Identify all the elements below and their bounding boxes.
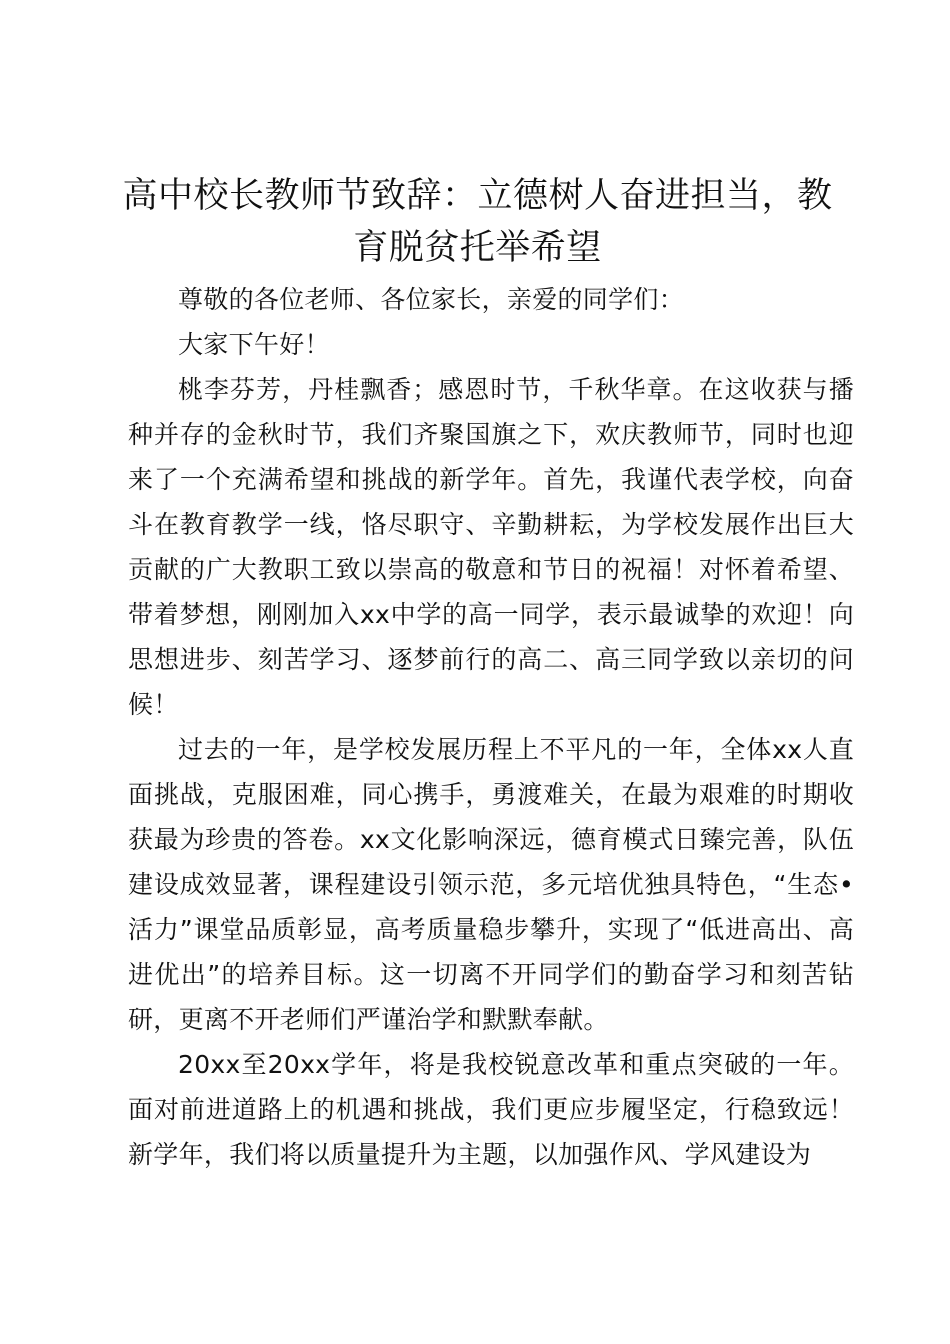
body-paragraph: 桃李芬芳，丹桂飘香；感恩时节，千秋华章。在这收获与播种并存的金秋时节，我们齐聚国旗之下，欢庆教师节，同时也迎来了一个充满希望和挑战的新学年。首先，我谨代表学校，向奋斗在教育教学一线，恪尽职守、辛勤耕耘，为学校发展作出巨大贡献的广大教职工致以崇高的敬意和节日的祝福！对怀着希望、带着梦想，刚刚加入xx中学的高一同学，表示最诚挚的欢迎！向思想进步、刻苦学习、逐梦前行的高二、高三同学致以亲切的问候！ [128,375,854,719]
body-paragraph: 过去的一年，是学校发展历程上不平凡的一年，全体xx人直面挑战，克服困难，同心携手，勇渡难关，在最为艰难的时期收获最为珍贵的答卷。xx文化影响深远，德育模式日臻完善，队伍建设成效显著，课程建设引领示范，多元培优独具特色，“生态•活力”课堂品质彰显，高考质量稳步攀升，实现了“低进高出、高进优出”的培养目标。这一切离不开同学们的勤奋学习和刻苦钻研，更离不开老师们严谨治学和默默奉献。 [128,735,854,1034]
document-body [128,277,854,1177]
salutation-paragraph: 尊敬的各位老师、各位家长，亲爱的同学们： [178,285,685,314]
document-title: 高中校长教师节致辞：立德树人奋进担当，教育脱贫托举希望 [122,176,833,268]
greeting-paragraph: 大家下午好！ [178,330,330,359]
body-paragraph: 20xx至20xx学年，将是我校锐意改革和重点突破的一年。面对前进道路上的机遇和挑战，我们更应步履坚定，行稳致远！新学年，我们将以质量提升为主题，以加强作风、学风建设为 [128,1050,854,1169]
